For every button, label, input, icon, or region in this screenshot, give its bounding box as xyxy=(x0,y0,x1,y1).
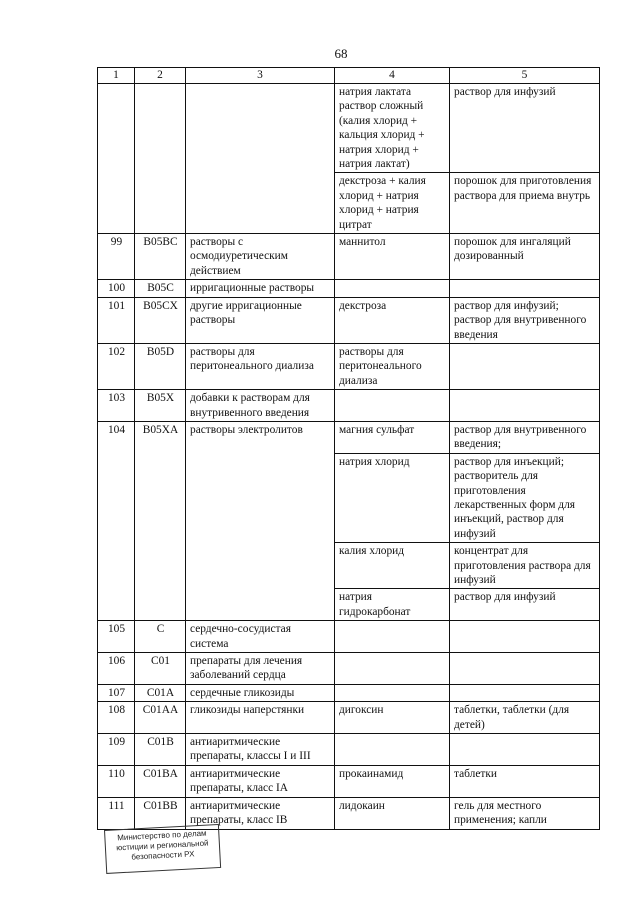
table-row xyxy=(98,421,600,453)
table-row xyxy=(98,684,600,701)
row-number-cell: 102 xyxy=(98,343,135,389)
table-row xyxy=(98,734,600,766)
drug-name-cell: магния сульфат xyxy=(335,421,450,453)
dosage-form-cell xyxy=(450,621,600,653)
row-number-cell: 110 xyxy=(98,765,135,797)
row-number-cell xyxy=(98,84,135,234)
page-number: 68 xyxy=(334,46,348,61)
dosage-form-cell xyxy=(450,343,600,389)
drug-name-cell xyxy=(335,621,450,653)
header-col-3: 3 xyxy=(186,68,335,84)
dosage-form-cell: порошок для ингаляций дозированный xyxy=(450,234,600,280)
header-col-2: 2 xyxy=(135,68,186,84)
drug-name-cell xyxy=(335,653,450,685)
table-row xyxy=(98,84,600,173)
dosage-form-cell: раствор для инфузий xyxy=(450,589,600,621)
header-col-1: 1 xyxy=(98,68,135,84)
row-number-cell: 111 xyxy=(98,797,135,829)
group-name-cell: добавки к растворам для внутривенного введения xyxy=(186,390,335,422)
row-number-cell: 109 xyxy=(98,734,135,766)
group-name-cell: антиаритмические препараты, классы I и III xyxy=(186,734,335,766)
atc-code-cell: C xyxy=(135,621,186,653)
dosage-form-cell: раствор для инъекций; растворитель для приготовления лекарственных форм для инъекций, раствор для инфузий xyxy=(450,453,600,542)
group-name-cell: сердечно-сосудистая система xyxy=(186,621,335,653)
header-col-5: 5 xyxy=(450,68,600,84)
drug-name-cell: натрия гидрокарбонат xyxy=(335,589,450,621)
dosage-form-cell: таблетки xyxy=(450,765,600,797)
drug-name-cell xyxy=(335,734,450,766)
header-col-4: 4 xyxy=(335,68,450,84)
group-name-cell: гликозиды наперстянки xyxy=(186,702,335,734)
dosage-form-cell xyxy=(450,390,600,422)
dosage-form-cell: гель для местного применения; капли xyxy=(450,797,600,829)
atc-code-cell: C01B xyxy=(135,734,186,766)
row-number-cell: 100 xyxy=(98,280,135,297)
dosage-form-cell xyxy=(450,280,600,297)
atc-code-cell: B05XA xyxy=(135,421,186,620)
table-row xyxy=(98,765,600,797)
table-row xyxy=(98,280,600,297)
ministry-stamp xyxy=(104,824,221,874)
table-header-row xyxy=(98,68,600,84)
group-name-cell xyxy=(186,84,335,234)
table-row xyxy=(98,343,600,389)
atc-code-cell xyxy=(135,84,186,234)
drug-name-cell xyxy=(335,684,450,701)
table-row xyxy=(98,297,600,343)
table-row xyxy=(98,797,600,829)
atc-code-cell: B05C xyxy=(135,280,186,297)
drug-name-cell: дигоксин xyxy=(335,702,450,734)
dosage-form-cell: раствор для инфузий xyxy=(450,84,600,173)
drug-name-cell: калия хлорид xyxy=(335,543,450,589)
drug-name-cell: лидокаин xyxy=(335,797,450,829)
atc-code-cell: C01BA xyxy=(135,765,186,797)
table-row xyxy=(98,621,600,653)
group-name-cell: препараты для лечения заболеваний сердца xyxy=(186,653,335,685)
dosage-form-cell xyxy=(450,684,600,701)
group-name-cell: сердечные гликозиды xyxy=(186,684,335,701)
atc-code-cell: C01 xyxy=(135,653,186,685)
table-row xyxy=(98,702,600,734)
atc-code-cell: B05X xyxy=(135,390,186,422)
atc-code-cell: C01A xyxy=(135,684,186,701)
drug-name-cell: декстроза xyxy=(335,297,450,343)
group-name-cell: растворы электролитов xyxy=(186,421,335,620)
atc-code-cell: C01BB xyxy=(135,797,186,829)
dosage-form-cell: раствор для инфузий; раствор для внутривенного введения xyxy=(450,297,600,343)
row-number-cell: 106 xyxy=(98,653,135,685)
stamp-line: юстиции и региональной xyxy=(116,838,209,853)
drug-name-cell: натрия лактата раствор сложный (калия хлорид + кальция хлорид + натрия хлорид + натрия лактат) xyxy=(335,84,450,173)
drug-name-cell: прокаинамид xyxy=(335,765,450,797)
dosage-form-cell: порошок для приготовления раствора для приема внутрь xyxy=(450,173,600,234)
group-name-cell: растворы для перитонеального диализа xyxy=(186,343,335,389)
group-name-cell: антиаритмические препараты, класс IA xyxy=(186,765,335,797)
group-name-cell: антиаритмические препараты, класс IB xyxy=(186,797,335,829)
atc-code-cell: B05D xyxy=(135,343,186,389)
group-name-cell: другие ирригационные растворы xyxy=(186,297,335,343)
dosage-form-cell: раствор для внутривенного введения; xyxy=(450,421,600,453)
table-row xyxy=(98,234,600,280)
stamp-line: Министерство по делам xyxy=(116,828,207,843)
atc-code-cell: B05BC xyxy=(135,234,186,280)
row-number-cell: 104 xyxy=(98,421,135,620)
drug-name-cell: маннитол xyxy=(335,234,450,280)
row-number-cell: 105 xyxy=(98,621,135,653)
drug-register-table xyxy=(97,67,600,830)
row-number-cell: 103 xyxy=(98,390,135,422)
table-body xyxy=(98,84,600,830)
stamp-line: безопасности РХ xyxy=(131,849,195,862)
table-row xyxy=(98,390,600,422)
row-number-cell: 101 xyxy=(98,297,135,343)
dosage-form-cell xyxy=(450,734,600,766)
row-number-cell: 99 xyxy=(98,234,135,280)
group-name-cell: ирригационные растворы xyxy=(186,280,335,297)
dosage-form-cell: таблетки, таблетки (для детей) xyxy=(450,702,600,734)
atc-code-cell: B05CX xyxy=(135,297,186,343)
drug-name-cell: растворы для перитонеального диализа xyxy=(335,343,450,389)
atc-code-cell: C01AA xyxy=(135,702,186,734)
dosage-form-cell xyxy=(450,653,600,685)
drug-name-cell: натрия хлорид xyxy=(335,453,450,542)
drug-name-cell: декстроза + калия хлорид + натрия хлорид + натрия цитрат xyxy=(335,173,450,234)
group-name-cell: растворы с осмодиуретическим действием xyxy=(186,234,335,280)
row-number-cell: 108 xyxy=(98,702,135,734)
table-row xyxy=(98,653,600,685)
row-number-cell: 107 xyxy=(98,684,135,701)
dosage-form-cell: концентрат для приготовления раствора для инфузий xyxy=(450,543,600,589)
drug-name-cell xyxy=(335,390,450,422)
drug-name-cell xyxy=(335,280,450,297)
